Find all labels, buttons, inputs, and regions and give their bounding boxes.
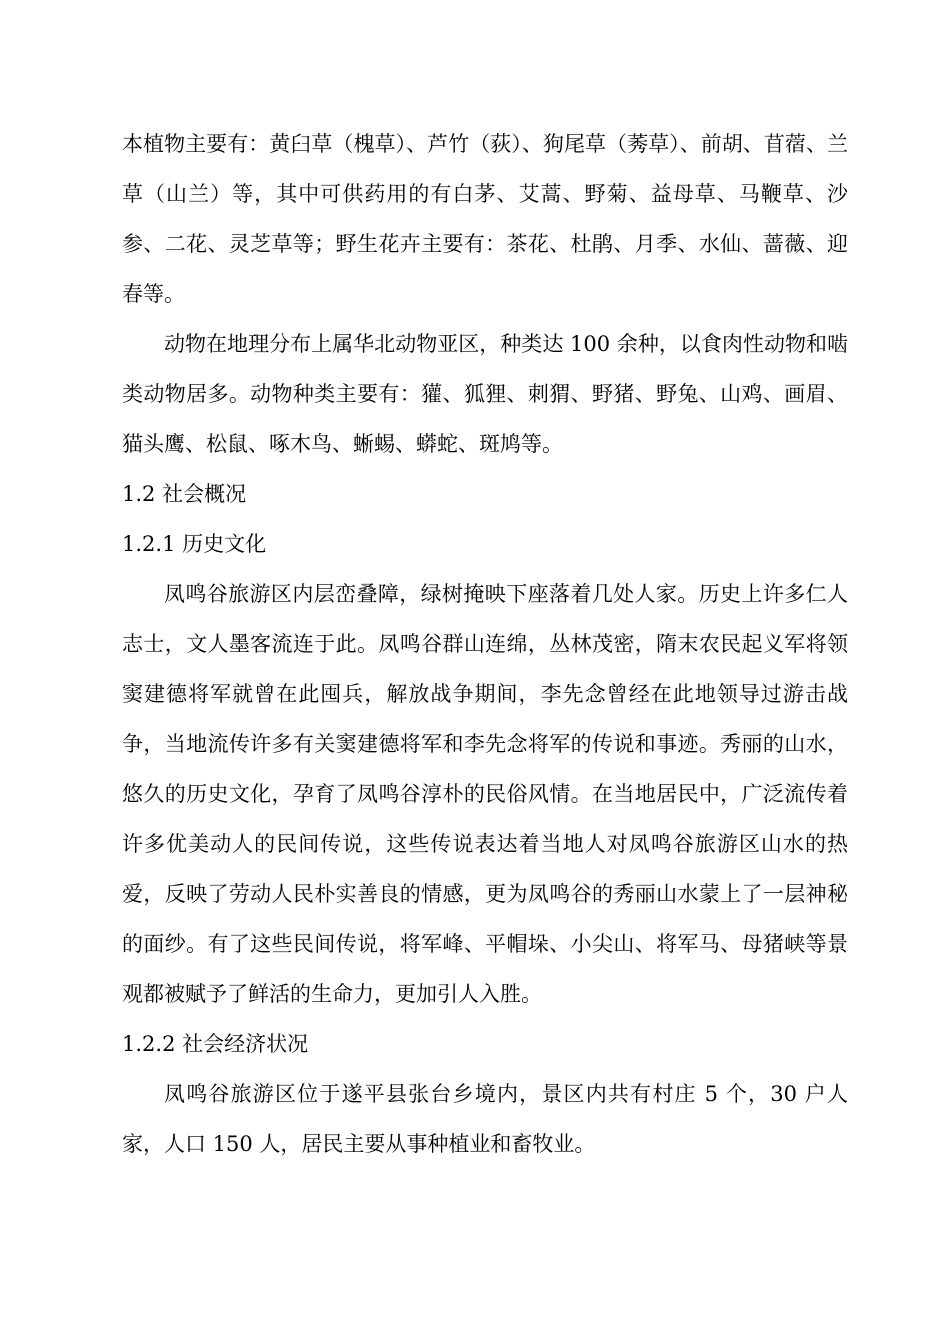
paragraph-plants: 本植物主要有：黄臼草（槐草）、芦竹（荻）、狗尾草（莠草）、前胡、苜蓿、兰草（山兰）等，其中可供药用的有白茅、艾蒿、野菊、益母草、马鞭草、沙参、二花、灵芝草等；野生花卉主要有：茶花、杜鹃、月季、水仙、蔷薇、迎春等。 xyxy=(122,132,848,306)
paragraph-animals: 动物在地理分布上属华北动物亚区，种类达 100 余种，以食肉性动物和啮类动物居多。动物种类主要有：獾、狐狸、刺猬、野猪、野兔、山鸡、画眉、猫头鹰、松鼠、啄木鸟、蜥蜴、蟒蛇、斑鸠等。 xyxy=(122,332,848,456)
section-heading-history-culture: 1.2.1 历史文化 xyxy=(122,532,267,556)
paragraph-history-culture: 凤鸣谷旅游区内层峦叠障，绿树掩映下座落着几处人家。历史上许多仁人志士，文人墨客流连于此。凤鸣谷群山连绵，丛林茂密，隋末农民起义军将领窦建德将军就曾在此囤兵，解放战争期间，李先念曾经在此地领导过游击战争，当地流传许多有关窦建德将军和李先念将军的传说和事迹。秀丽的山水，悠久的历史文化，孕育了凤鸣谷淳朴的民俗风情。在当地居民中，广泛流传着许多优美动人的民间传说，这些传说表达着当地人对凤鸣谷旅游区山水的热爱，反映了劳动人民朴实善良的情感，更为凤鸣谷的秀丽山水蒙上了一层神秘的面纱。有了这些民间传说，将军峰、平帽垛、小尖山、将军马、母猪峡等景观都被赋予了鲜活的生命力，更加引人入胜。 xyxy=(122,582,848,1006)
paragraph-socioeconomic: 凤鸣谷旅游区位于遂平县张台乡境内，景区内共有村庄 5 个，30 户人家，人口 150 人，居民主要从事种植业和畜牧业。 xyxy=(122,1082,848,1156)
section-heading-socioeconomic: 1.2.2 社会经济状况 xyxy=(122,1032,309,1056)
document-page xyxy=(122,119,848,1169)
section-heading-social-overview: 1.2 社会概况 xyxy=(122,482,247,506)
